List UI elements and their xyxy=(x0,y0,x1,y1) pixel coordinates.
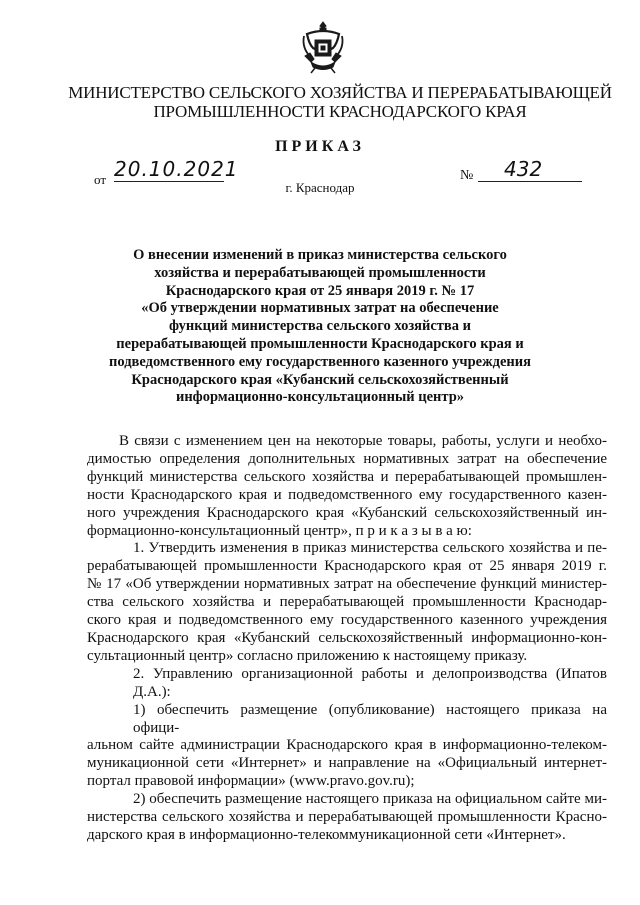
title-line: перерабатывающей промышленности Краснодарского края и xyxy=(116,335,524,352)
title-line: информационно-консультационный центр» xyxy=(175,389,465,406)
coat-of-arms-emblem xyxy=(301,20,345,74)
body-line: нистерства сельского хозяйства и перерабатывающей промышленности Красно- xyxy=(87,809,607,826)
city: г. Краснодар xyxy=(285,180,355,195)
body-line: альном сайте администрации Краснодарского края в информационно-телеком- xyxy=(87,737,607,754)
body-line: формационно-консультационный центр», п р и к а з ы в а ю: xyxy=(87,522,472,539)
body-line: сультационный центр» согласно приложению к настоящему приказу. xyxy=(87,647,528,664)
date-value: 20.10.2021 xyxy=(114,157,239,181)
body-line: 2. Управлению организационной работы и делопроизводства (Ипатов Д.А.): xyxy=(133,665,607,700)
body-line: дарского края в информационно-телекоммуникационной сети «Интернет». xyxy=(87,826,566,843)
body-line: 2) обеспечить размещение настоящего приказа на официальном сайте ми- xyxy=(133,791,607,808)
document-title xyxy=(90,247,550,407)
body-line: 1. Утвердить изменения в приказ министерства сельского хозяйства и пе- xyxy=(133,540,607,557)
body-line: ского края и подведомственного ему государственного казенного учреждения xyxy=(87,612,607,629)
ministry-name-line: МИНИСТЕРСТВО СЕЛЬСКОГО ХОЗЯЙСТВА И ПЕРЕРАБАТЫВАЮЩЕЙ xyxy=(68,83,612,102)
document-type: ПРИКАЗ xyxy=(275,138,365,155)
title-line: подведомственного ему государственного казенного учреждения xyxy=(109,353,531,370)
title-line: Краснодарского края от 25 января 2019 г. № 17 xyxy=(165,282,475,299)
body-line: В связи с изменением цен на некоторые товары, работы, услуги и необхо- xyxy=(119,433,607,449)
ministry-name-line: ПРОМЫШЛЕННОСТИ КРАСНОДАРСКОГО КРАЯ xyxy=(153,102,527,121)
body-line: ства сельского хозяйства и перерабатывающей промышленности Краснодар- xyxy=(87,594,607,611)
body-line: № 17 «Об утверждении нормативных затрат на обеспечение функций министер- xyxy=(87,576,607,593)
title-line: Краснодарского края «Кубанский сельскохозяйственный xyxy=(131,371,509,388)
date-label: от xyxy=(94,172,107,187)
body-line: 1) обеспечить размещение (опубликование) настоящего приказа на офици- xyxy=(133,701,607,736)
body-line: муникационной сети «Интернет» и направление на «Официальный интернет- xyxy=(87,755,607,772)
body-line: Краснодарского края «Кубанский сельскохозяйственный информационно-кон- xyxy=(87,629,607,646)
body-line: функций министерства сельского хозяйства и перерабатывающей промышлен- xyxy=(87,468,607,485)
body-line: портал правовой информации» (www.pravo.gov.ru); xyxy=(87,773,415,790)
title-line: О внесении изменений в приказ министерства сельского xyxy=(133,247,507,263)
title-line: «Об утверждении нормативных затрат на обеспечение xyxy=(141,300,499,317)
title-line: хозяйства и перерабатывающей промышленности xyxy=(154,264,486,281)
document-body xyxy=(87,433,607,845)
number-value: 432 xyxy=(478,157,582,182)
number-label: № xyxy=(460,168,474,183)
ministry-name xyxy=(60,83,620,121)
body-line: ности Краснодарского края и подведомственного ему государственного казен- xyxy=(87,486,607,503)
body-line: димостью определения дополнительных нормативных затрат на обеспечение xyxy=(87,450,607,467)
title-line: функций министерства сельского хозяйства и xyxy=(169,318,471,335)
body-line: ного учреждения Краснодарского края «Кубанский сельскохозяйственный ин- xyxy=(87,504,607,521)
body-line: рерабатывающей промышленности Краснодарского края от 25 января 2019 г. xyxy=(87,558,607,575)
